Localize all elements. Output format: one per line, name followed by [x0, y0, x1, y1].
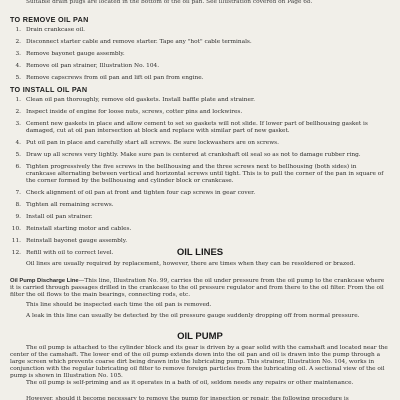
step-text: Remove oil pan strainer, Illustration No. 104. [26, 63, 160, 69]
step-text: Tighten all remaining screws. [26, 202, 114, 208]
step-number: 12. [11, 250, 21, 256]
step-number: 3. [15, 121, 21, 127]
step-item [10, 27, 388, 34]
step-number: 1. [15, 97, 21, 103]
step-text: Disconnect starter cable and remove starter. Tape any "hot" cable terminals. [26, 39, 252, 45]
pump-discharge-text: —This line, Illustration No. 99, carries the oil under pressure from the oil pump to the crankcase where it is carried through passages drilled in the crankcase to the oil pressure regulator and from there to the oil filter. From the oil filter the oil flows to the main bearings, connecting rods, etc. [10, 278, 385, 298]
step-text: Drain crankcase oil. [26, 27, 86, 33]
oil-pump-removal-intro: However, should it become necessary to remove the pump for inspection or repair, the following procedure is [26, 396, 349, 400]
step-text: Tighten progressively the five screws in the bellhousing and the three screws next to bellhousing (both sides) in crankcase alternating between vertical and horizontal screws until tight. This is to pull the corner of the pan in square of the corner formed by the bellhousing and cylinder block or crankcase. [26, 164, 384, 184]
pump-discharge-runin-heading: Oil Pump Discharge Line [10, 278, 79, 284]
step-item [10, 152, 388, 159]
step-number: 5. [15, 75, 21, 81]
step-text: Check alignment of oil pan at front and tighten four cap screws in gear cover. [26, 190, 256, 196]
step-number: 8. [15, 202, 21, 208]
oil-lines-heading: OIL LINES [176, 247, 224, 258]
step-number: 2. [15, 109, 21, 115]
step-text: Reinstall starting motor and cables. [26, 226, 132, 232]
step-text: Put oil pan in place and carefully start all screws. Be sure lockwashers are on screws. [26, 140, 279, 146]
step-text: Remove bayonet gauge assembly. [26, 51, 125, 57]
step-item [10, 202, 388, 209]
step-number: 10. [11, 226, 21, 232]
leak-detection-text: A leak in this line can usually be detected by the oil pressure gauge suddenly dropping off from normal pressure. [26, 313, 360, 319]
step-item [10, 214, 388, 221]
step-text: Draw up all screws very lightly. Make sure pan is centered at crankshaft oil seal so as not to damage rubber ring. [26, 152, 361, 158]
step-item [10, 75, 388, 82]
step-text: Clean oil pan thoroughly, remove old gaskets. Install baffle plate and strainer. [26, 97, 255, 103]
step-item [10, 97, 388, 104]
step-item [10, 238, 388, 245]
step-number: 5. [15, 152, 21, 158]
step-item [10, 63, 388, 70]
intro-text: Suitable drain plugs are located in the bottom of the oil pan. See illustration covered on Page 68. [26, 0, 313, 5]
step-item [10, 226, 388, 233]
pump-discharge-paragraph [10, 278, 390, 299]
step-number: 4. [15, 140, 21, 146]
step-item [10, 164, 388, 185]
step-number: 1. [15, 27, 21, 33]
install-oil-pan-heading: TO INSTALL OIL PAN [10, 85, 88, 94]
inspect-line-text: This line should be inspected each time the oil pan is removed. [26, 302, 212, 308]
remove-steps-list [10, 27, 388, 87]
step-text: Remove capscrews from oil pan and lift oil pan from engine. [26, 75, 204, 81]
oil-pump-description: The oil pump is attached to the cylinder block and its gear is driven by a gear solid with the camshaft and located near the center of the camshaft. The lower end of the oil pump extends down into the oil pan and oil is drawn into the pump through a large screen which prevents coarse dirt being drawn into the lubricating pump. This strainer, Illustration No. 104, works in conjunction with the regular lubricating oil filter to remove foreign particles from the lubricating oil. A sectional view of the oil pump is shown in Illustration No. 105. [10, 345, 388, 379]
step-number: 6. [15, 164, 21, 170]
step-text: Install oil pan strainer. [26, 214, 93, 220]
step-item [10, 140, 388, 147]
step-number: 2. [15, 39, 21, 45]
step-item [10, 109, 388, 116]
step-item [10, 121, 388, 135]
step-item [10, 39, 388, 46]
step-number: 3. [15, 51, 21, 57]
remove-oil-pan-heading: TO REMOVE OIL PAN [10, 15, 89, 24]
step-text: Refill with oil to correct level. [26, 250, 114, 256]
oil-pump-maintenance: The oil pump is self-priming and as it operates in a bath of oil, seldom needs any repairs or other maintenance. [26, 380, 354, 386]
step-number: 9. [15, 214, 21, 220]
step-text: Reinstall bayonet gauge assembly. [26, 238, 128, 244]
step-item [10, 51, 388, 58]
install-steps-list [10, 97, 388, 262]
step-number: 7. [15, 190, 21, 196]
step-text: Inspect inside of engine for loose nuts, screws, cotter pins and lockwires. [26, 109, 243, 115]
step-item [10, 190, 388, 197]
step-number: 11. [11, 238, 21, 244]
oil-lines-intro: Oil lines are usually required by replacement, however, there are times when they can be resoldered or brazed. [26, 261, 356, 267]
step-text: Cement new gaskets in place and allow cement to set so gaskets will not slide. If lower part of bellhousing gasket is damaged, cut at oil pan intersection at block and replace with similar part of new gasket. [26, 121, 368, 134]
step-number: 4. [15, 63, 21, 69]
oil-pump-heading: OIL PUMP [177, 331, 223, 342]
